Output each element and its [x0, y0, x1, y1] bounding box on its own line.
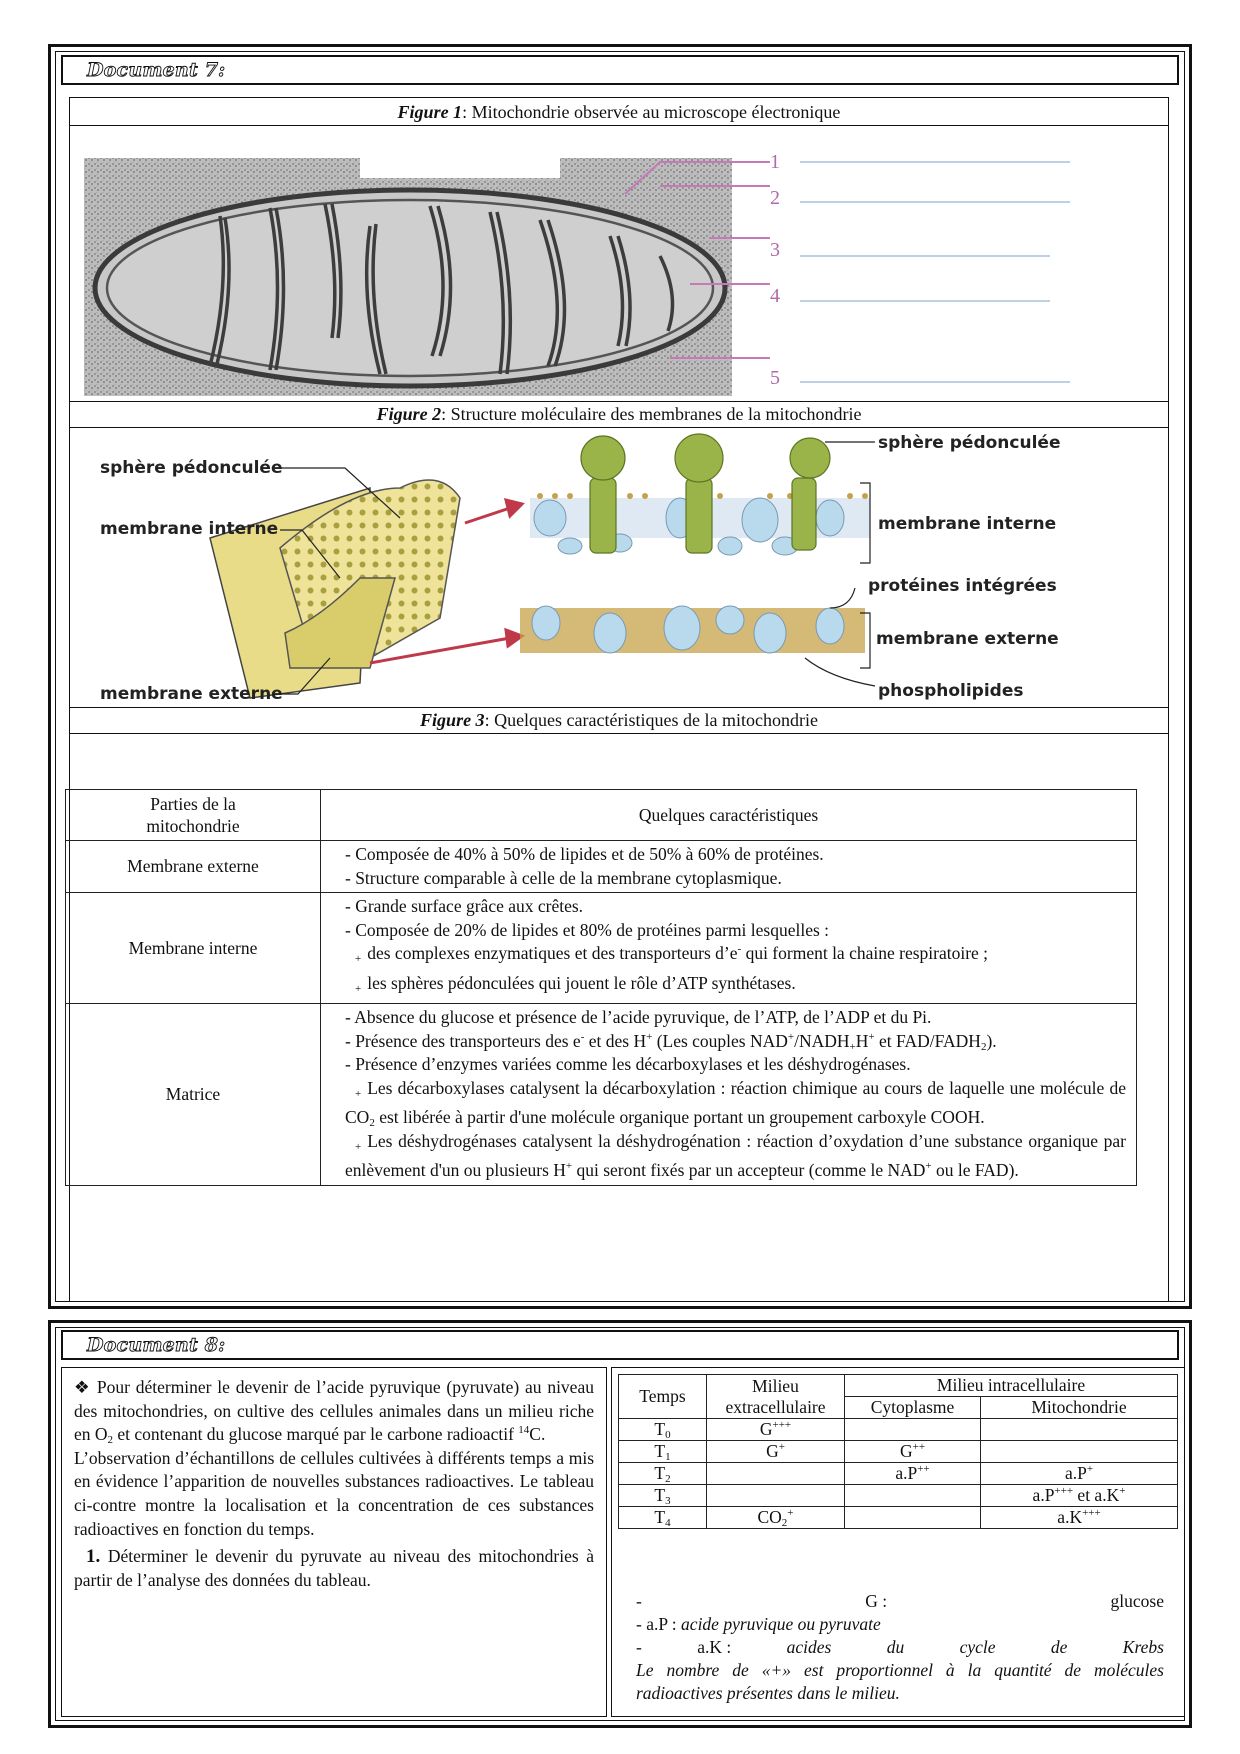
label-sphere-pedonculee-left: sphère pédonculée	[100, 458, 283, 478]
marker-2: 2	[770, 187, 780, 209]
table-legend: - G : glucose - a.P : acide pyruvique ou pyruvate - a.K : acides du cycle de Krebs Le nombre de «+» est proportionnel à la quantité de molécules radioactives présentes dans le milieu.	[636, 1591, 1164, 1703]
desc-matrice: - Absence du glucose et présence de l’acide pyruvique, de l’ATP, de l’ADP et du Pi. - Présence des transporteurs des e- et des H+ (Les couples $NAD^+/NADH_+H^+$ et FAD/$FADH_2$). - Présence d’enzymes variées comme les décarboxylases et les déshydrogénases. + Les décarboxylases catalysent la décarboxylation : réaction chimique au cours de laquelle une molécule de $CO_2$ est libérée à partir d'une molécule organique portant un groupement carboxyle COOH. + Les déshydrogénases catalysent la déshydrogénation : réaction d’oxydation d’une substance organique par enlèvement d'un ou plusieurs H+ qui seront fixés par un accepteur (comme le NAD+ ou le FAD).	[321, 1004, 1137, 1186]
header-temps: Temps	[619, 1375, 707, 1419]
label-membrane-externe-left: membrane externe	[100, 684, 283, 704]
table-header-row	[66, 790, 1137, 841]
header-characteristics: Quelques caractéristiques	[321, 790, 1137, 841]
results-panel	[611, 1367, 1185, 1717]
membrane-structure-diagram	[70, 428, 1170, 710]
figure-3-caption-text: : Quelques caractéristiques de la mitochondrie	[484, 710, 818, 730]
label-phospholipides: phospholipides	[878, 681, 1024, 701]
header-intracellulaire: Milieu intracellulaire	[845, 1375, 1178, 1397]
table-row: $T_4$ $CO_2^+$ a.K+++	[619, 1507, 1178, 1529]
table-header-row	[619, 1375, 1178, 1397]
header-cytoplasme: Cytoplasme	[845, 1397, 981, 1419]
label-sphere-pedonculee-right: sphère pédonculée	[878, 433, 1061, 453]
table-row: $T_0$ G+++	[619, 1419, 1178, 1441]
figure-2-caption-text: : Structure moléculaire des membranes de la mitochondrie	[441, 404, 862, 424]
desc-membrane-externe: - Composée de 40% à 50% de lipides et de 50% à 60% de protéines. - Structure comparable à celle de la membrane cytoplasmique.	[321, 841, 1137, 893]
table-row: $T_2$ a.P++ a.P+	[619, 1463, 1178, 1485]
figure-1-caption	[70, 100, 1168, 124]
header-mitochondrie: Mitochondrie	[981, 1397, 1178, 1419]
figure-1-label: Figure 1	[397, 102, 463, 122]
figure-2-label: Figure 2	[376, 404, 442, 424]
marker-5: 5	[770, 367, 780, 389]
inner-membrane-bilayer	[530, 434, 870, 555]
observation-paragraph: L’observation d’échantillons de cellules cultivées à différents temps a mis en évidence l’apparition de nouvelles substances radioactives. Le tableau ci-contre montre la localisation et la concentration de ces substances radioactives en fonction du temps.	[74, 1447, 594, 1539]
label-membrane-interne-left: membrane interne	[100, 519, 279, 539]
figure-1-caption-text: : Mitochondrie observée au microscope électronique	[462, 102, 841, 122]
figure-2-caption	[70, 402, 1168, 426]
document-7	[48, 44, 1192, 1309]
part-membrane-externe: Membrane externe	[66, 841, 321, 893]
characteristics-table	[65, 789, 1137, 1186]
marker-4: 4	[770, 285, 780, 307]
label-blank-lines	[800, 162, 1070, 382]
marker-1: 1	[770, 151, 780, 173]
label-membrane-interne-right: membrane interne	[878, 514, 1057, 534]
table-row	[66, 841, 1137, 893]
results-table	[618, 1374, 1178, 1529]
label-proteines-integrees: protéines intégrées	[868, 576, 1057, 596]
marker-3: 3	[770, 239, 780, 261]
outer-membrane-bilayer	[520, 606, 865, 653]
part-membrane-interne: Membrane interne	[66, 893, 321, 1004]
document-7-title: Document 7:	[87, 59, 226, 81]
header-parts: Parties de la mitochondrie	[66, 790, 321, 841]
question-1: 1. Déterminer le devenir du pyruvate au niveau des mitochondries à partir de l’analyse des données du tableau.	[74, 1546, 594, 1590]
header-extracellulaire: Milieu extracellulaire	[707, 1375, 845, 1419]
table-row	[66, 1004, 1137, 1186]
document-8-title: Document 8:	[87, 1334, 226, 1356]
label-membrane-externe-right: membrane externe	[876, 629, 1059, 649]
figure-3-caption	[70, 708, 1168, 732]
divider	[70, 733, 1168, 734]
document-7-title-box	[61, 55, 1179, 85]
figure-3-label: Figure 3	[420, 710, 485, 730]
intro-paragraph: ❖ Pour déterminer le devenir de l’acide pyruvique (pyruvate) au niveau des mitochondries, on cultive des cellules animales dans un milieu riche en $O_2$ et contenant du glucose marqué par le carbone radioactif $^{14}$C.	[74, 1377, 594, 1447]
table-row: $T_1$ G+ G++	[619, 1441, 1178, 1463]
table-row	[66, 893, 1137, 1004]
table-row: $T_3$ a.P+++ et a.K+	[619, 1485, 1178, 1507]
document-8-text	[61, 1367, 607, 1717]
part-matrice: Matrice	[66, 1004, 321, 1186]
desc-membrane-interne: - Grande surface grâce aux crêtes. - Composée de 20% de lipides et 80% de protéines parmi lesquelles : + des complexes enzymatiques et des transporteurs d’e- qui forment la chaine respiratoire ; + les sphères pédonculées qui jouent le rôle d’ATP synthétases.	[321, 893, 1137, 1004]
mitochondria-micrograph	[70, 126, 1170, 406]
document-8-title-box	[61, 1330, 1179, 1360]
micrograph-cutout	[360, 158, 560, 178]
document-8	[48, 1320, 1192, 1728]
legend-note: Le nombre de «+» est proportionnel à la quantité de molécules radioactives présentes dans le milieu.	[636, 1660, 1164, 1703]
